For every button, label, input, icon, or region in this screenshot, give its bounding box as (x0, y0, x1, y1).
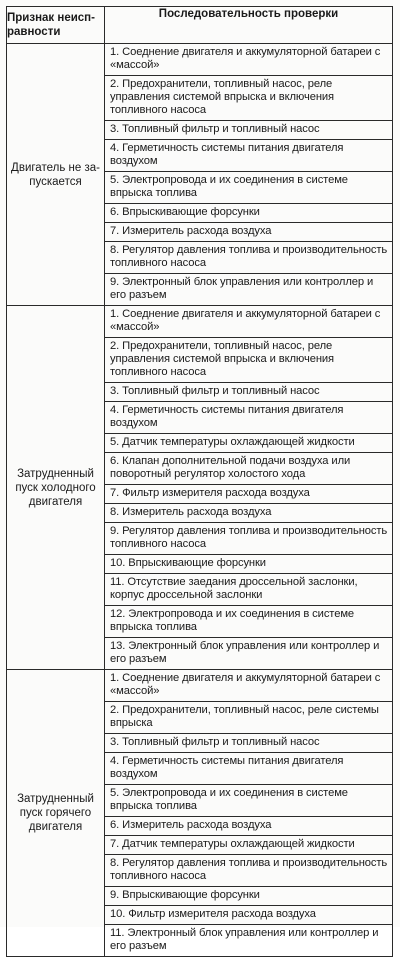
check-step: 12. Электропровода и их соединения в системе впрыска топлива (105, 606, 392, 638)
check-step: 8. Регулятор давления топлива и производительность топливного насоса (105, 855, 392, 887)
check-step: 4. Герметичность системы питания двигателя воздухом (105, 402, 392, 434)
table-row (7, 44, 393, 306)
check-step: 6. Впрыскивающие форсунки (105, 204, 392, 223)
check-step: 3. Топливный фильтр и топливный насос (105, 121, 392, 140)
check-step: 3. Топливный фильтр и топливный насос (105, 383, 392, 402)
check-step: 1. Соеднение двигателя и аккумуляторной батареи с «массой» (105, 670, 392, 702)
check-step: 6. Измеритель расхода воздуха (105, 817, 392, 836)
header-sequence: Последовательность проверки (105, 7, 393, 44)
symptom-label: Двигатель не за- пускается (11, 161, 100, 188)
check-step: 9. Впрыскивающие форсунки (105, 887, 392, 906)
steps-list (105, 306, 392, 669)
header-symptom-label: Признак неисп- равности (7, 12, 95, 38)
check-step: 8. Измеритель расхода воздуха (105, 504, 392, 523)
check-step: 5. Электропровода и их соединения в системе впрыска топлива (105, 785, 392, 817)
check-step: 2. Предохранители, топливный насос, реле управления системой впрыска и включения топливного насоса (105, 76, 392, 121)
steps-list (105, 670, 392, 956)
symptom-cell (7, 670, 105, 957)
check-step: 4. Герметичность системы питания двигателя воздухом (105, 140, 392, 172)
check-step: 8. Регулятор давления топлива и производительность топливного насоса (105, 242, 392, 274)
table-header-row (7, 7, 393, 44)
check-step: 10. Фильтр измерителя расхода воздуха (105, 906, 392, 925)
check-step: 5. Электропровода и их соединения в системе впрыска топлива (105, 172, 392, 204)
steps-cell (105, 670, 393, 957)
check-step: 9. Регулятор давления топлива и производительность топливного насоса (105, 523, 392, 555)
table-row (7, 670, 393, 957)
check-step: 7. Датчик температуры охлаждающей жидкости (105, 836, 392, 855)
steps-cell (105, 44, 393, 306)
check-step: 4. Герметичность системы питания двигателя воздухом (105, 753, 392, 785)
symptom-cell (7, 44, 105, 306)
check-step: 7. Измеритель расхода воздуха (105, 223, 392, 242)
check-step: 10. Впрыскивающие форсунки (105, 555, 392, 574)
symptom-label: Затрудненный пуск горячего двигателя (17, 793, 94, 833)
steps-cell (105, 306, 393, 670)
check-step: 11. Отсутствие заедания дроссельной заслонки, корпус дроссельной заслонки (105, 574, 392, 606)
symptom-cell (7, 306, 105, 670)
check-step: 9. Электронный блок управления или контроллер и его разъем (110, 276, 374, 301)
check-step: 2. Предохранители, топливный насос, реле управления системой впрыска и включения топливного насоса (105, 338, 392, 383)
check-step: 11. Электронный блок управления или контроллер и его разъем (110, 927, 379, 952)
table-row (7, 306, 393, 670)
steps-list (105, 44, 392, 305)
check-step: 1. Соеднение двигателя и аккумуляторной батареи с «массой» (105, 44, 392, 76)
table-body (7, 44, 393, 957)
diagnostics-table (6, 6, 393, 957)
header-symptom (7, 7, 105, 44)
check-step: 13. Электронный блок управления или контроллер и его разъем (110, 640, 380, 665)
check-step: 7. Фильтр измерителя расхода воздуха (105, 485, 392, 504)
check-step: 2. Предохранители, топливный насос, реле системы впрыска (105, 702, 392, 734)
check-step: 6. Клапан дополнительной подачи воздуха или поворотный регулятор холостого хода (105, 453, 392, 485)
check-step: 5. Датчик температуры охлаждающей жидкости (105, 434, 392, 453)
check-step: 3. Топливный фильтр и топливный насос (105, 734, 392, 753)
check-step: 1. Соеднение двигателя и аккумуляторной батареи с «массой» (105, 306, 392, 338)
symptom-label: Затрудненный пуск холодного двигателя (15, 467, 96, 508)
